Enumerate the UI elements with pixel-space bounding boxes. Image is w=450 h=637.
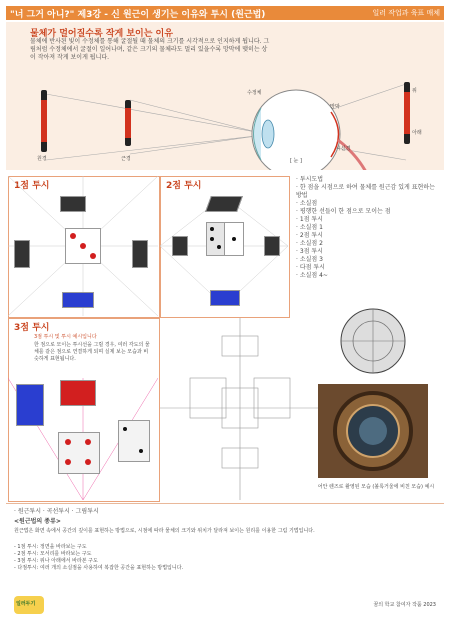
note-item: · 3점 투시: [296, 248, 323, 255]
section2-list: · 원근투시 · 곡선투시 · 그림투시: [14, 508, 99, 515]
fisheye-sphere: [338, 306, 408, 376]
footer-credit: 꿈의 학교 참여자 작품 2023: [373, 602, 436, 608]
die3-left: [16, 384, 44, 426]
photo-caption: 어안 렌즈로 촬영된 모습 (볼록거울에 비친 모습) 예시: [317, 484, 435, 490]
wireframe-cube: [160, 318, 320, 500]
die2-left: [206, 222, 226, 256]
note-item: · 1점 투시: [296, 216, 323, 223]
label-far: 근경: [121, 156, 131, 162]
label-top: 위: [412, 88, 417, 94]
two-point-title: 2점 투시: [166, 181, 202, 191]
section2-subtitle: <원근법의 종류>: [14, 518, 61, 525]
die2-far-left: [172, 236, 188, 256]
section1-title: 물체가 멀어질수록 작게 보이는 이유: [30, 29, 173, 39]
three-point-title: 3점 투시: [14, 323, 50, 333]
note-item: · 소실점 3: [296, 256, 323, 263]
note-item: · 다점 투시: [296, 264, 325, 271]
die3-right: [118, 420, 150, 462]
bullet-item: - 다점투시: 여러 개의 소실점을 사용하여 복잡한 공간을 표현하는 방법입니다.: [14, 565, 184, 571]
bullet-item: - 3점 투시: 위나 아래에서 바라본 구도: [14, 558, 98, 564]
section2-bullets: [14, 544, 434, 572]
header-org: 일러 작업과 육표 매체: [372, 9, 440, 17]
die2-bottom: [210, 290, 240, 306]
note-item: · 평행한 선들이 한 점으로 모이는 점: [296, 208, 391, 215]
three-body: 한 점으로 모이는 투시선을 그릴 경우, 여러 각도의 물체를 같은 점으로 연결하게 되며 실제 보는 모습과 비슷하게 표현됩니다.: [34, 342, 150, 362]
note-item: · 소실점 2: [296, 240, 323, 247]
die3-top: [60, 380, 96, 406]
die2-far-right: [264, 236, 280, 256]
die-top: [60, 196, 86, 212]
eye-diagram: [6, 22, 444, 170]
note-item: · 소실점: [296, 200, 318, 207]
bullet-item: - 1점 투시: 정면을 바라보는 구도: [14, 544, 87, 550]
die-front: [65, 228, 101, 264]
label-optic: 시신경: [336, 146, 351, 152]
three-caption: 3점 투시 및 투시 예시입니다: [34, 334, 97, 340]
label-bottom: 아래: [412, 130, 422, 136]
pen-near: [125, 100, 131, 146]
label-lens: 수정체: [247, 90, 262, 96]
label-near: 원경: [37, 156, 47, 162]
section2-body: 원근법은 화면 속에서 공간의 깊이를 표현하는 방법으로, 시점에 따라 물체의 크기와 위치가 달라져 보이는 원리를 이용한 그림 기법입니다.: [14, 528, 315, 534]
note-item: · 2점 투시: [296, 232, 323, 239]
note-item: · 소실점 4~: [296, 272, 328, 279]
footer-logo-text: 일러두기: [16, 601, 36, 607]
die-bottom: [62, 292, 94, 308]
pen-image: [404, 82, 410, 144]
section1-body: 물체에 반사된 빛이 수정체를 통해 굴절될 때 물체의 크기를 시각적으로 인지하게 됩니다. 그림처럼 수정체에서 굴절이 일어나며, 같은 크기의 물체라도 멀리 있을수록 망막에 맺히는 상이 작아져 작게 보이게 됩니다.: [30, 38, 270, 61]
die-left: [14, 240, 30, 268]
label-eye: [ 눈 ]: [290, 158, 302, 164]
note-item: · 한 점을 시점으로 하여 물체를 원근감 있게 표현하는 방법: [296, 184, 435, 199]
die2-top: [205, 196, 243, 212]
mirror-photo: [318, 384, 428, 478]
section-divider: [6, 503, 444, 504]
die3-center: [58, 432, 100, 474]
die-right: [132, 240, 148, 268]
note-item: · 소실점 1: [296, 224, 323, 231]
one-point-title: 1점 투시: [14, 181, 50, 191]
notes-list: [296, 176, 442, 280]
note-item: · 투시도법: [296, 176, 323, 183]
page-title: "너 그거 아니?" 제3강 - 신 원근이 생기는 이유와 투시 (원근법): [10, 10, 266, 20]
label-retina: 망막: [330, 104, 340, 110]
die2-right: [224, 222, 244, 256]
bullet-item: - 2점 투시: 모서리를 바라보는 구도: [14, 551, 92, 557]
pen-far: [41, 90, 47, 152]
